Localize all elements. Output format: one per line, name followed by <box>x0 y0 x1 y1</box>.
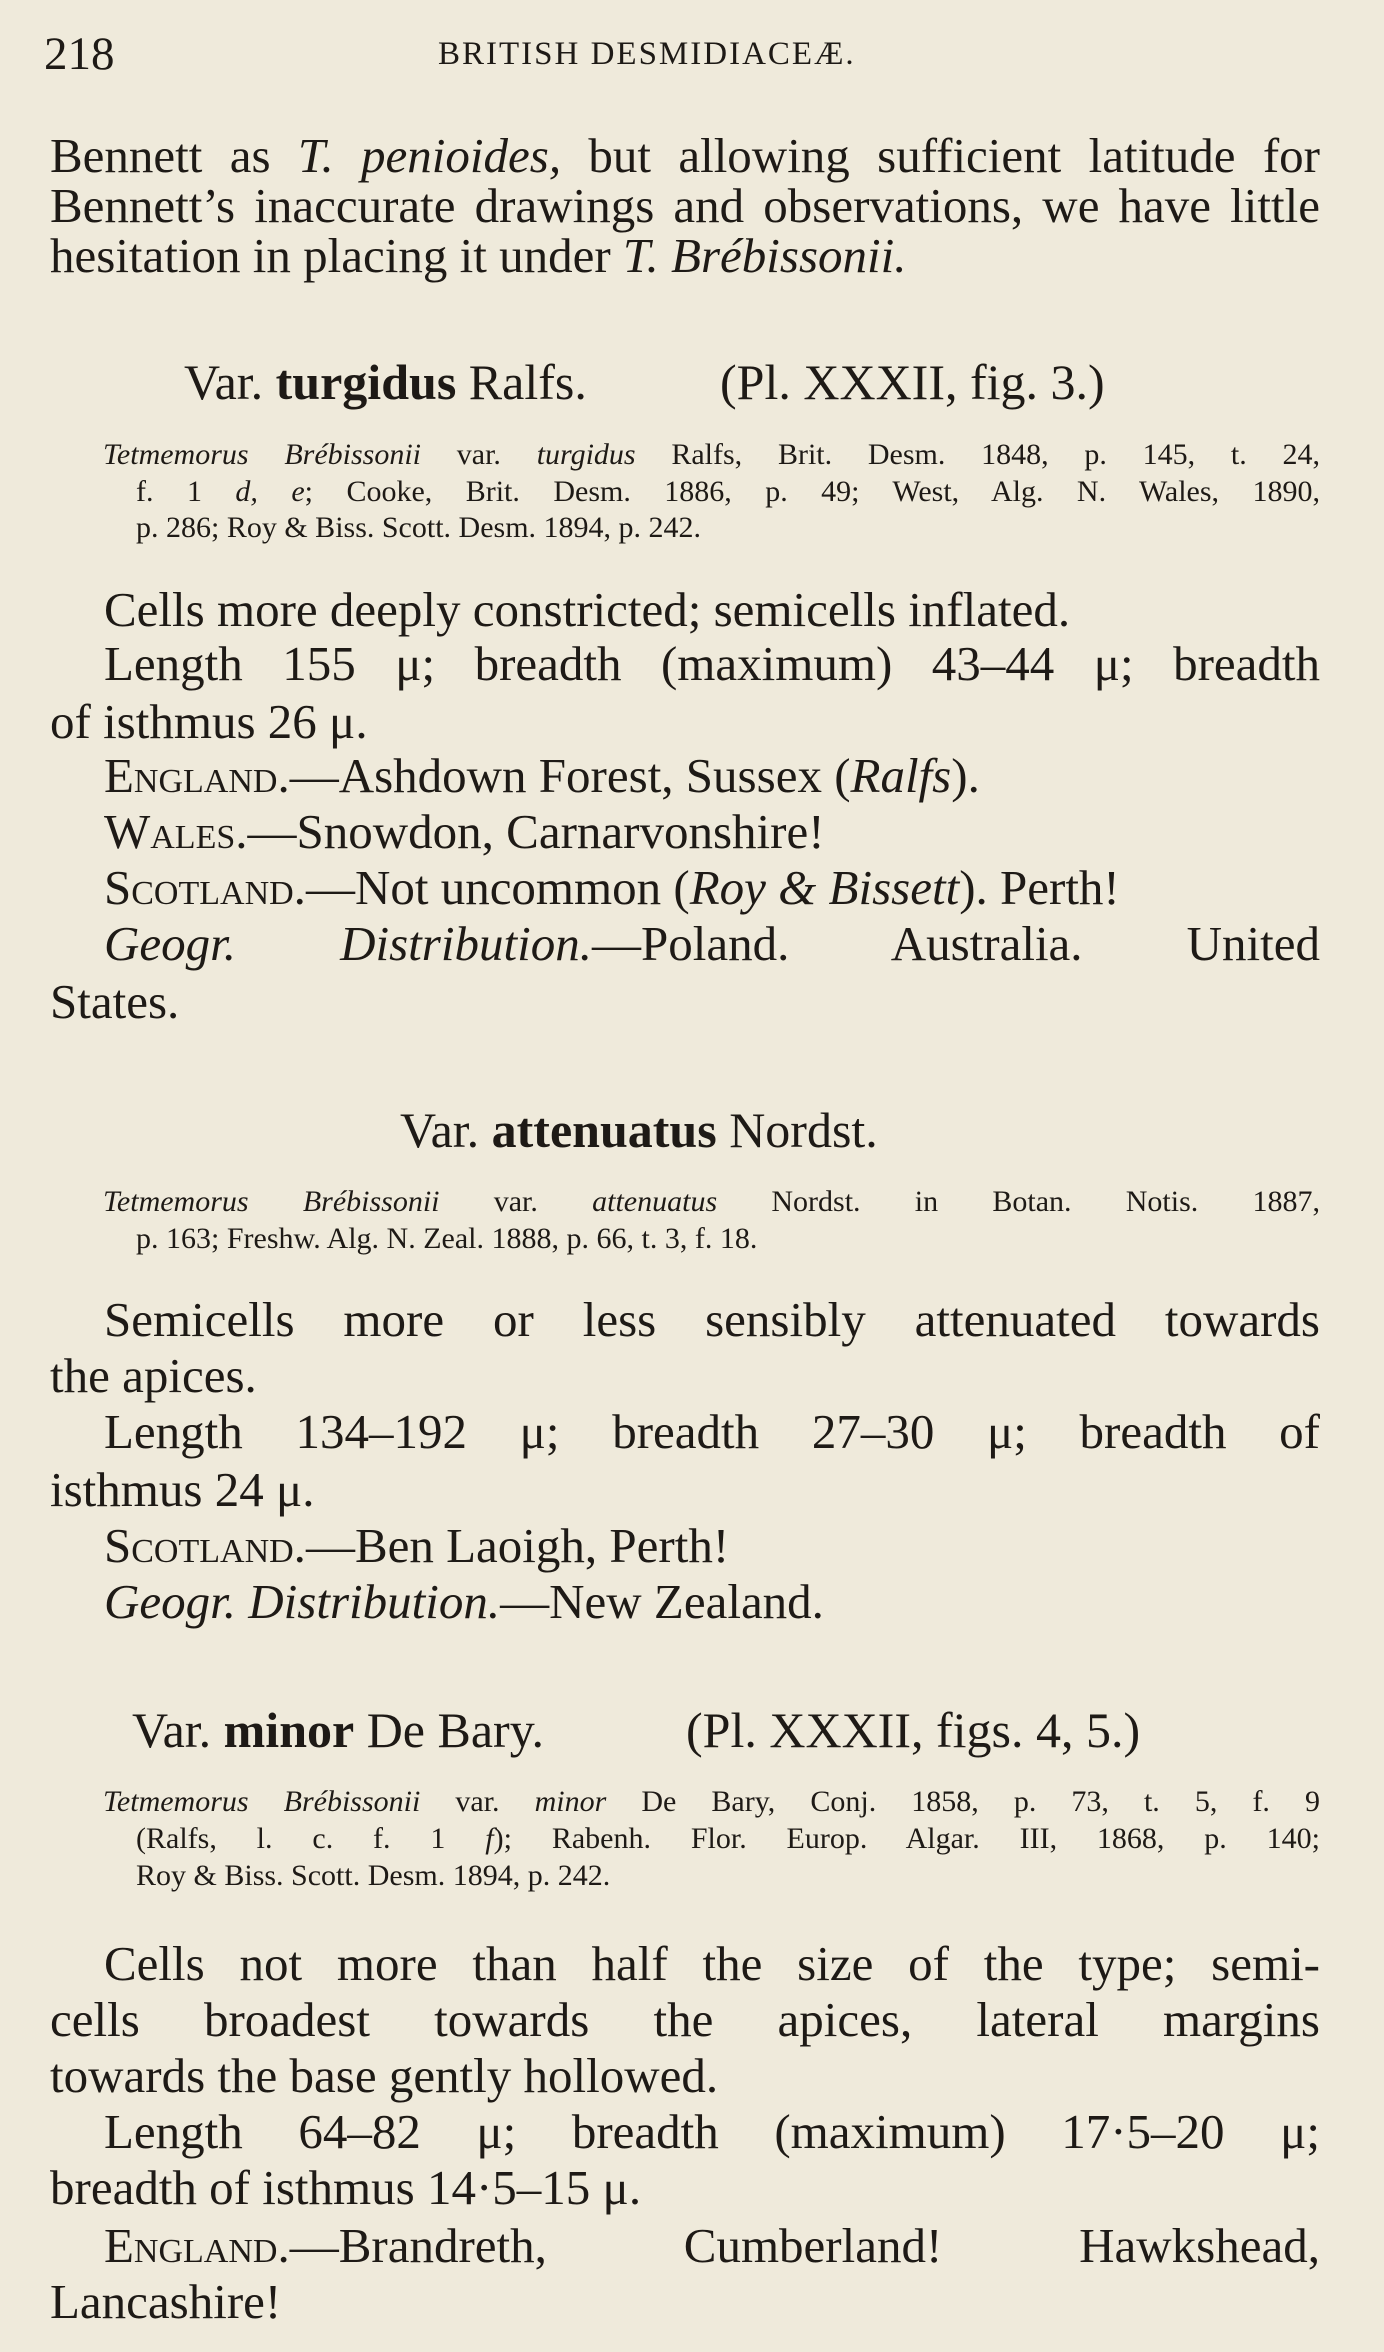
geographic-distribution: Geogr. Distribution.—Poland. Australia. United <box>104 916 1320 971</box>
description-line-1: Cells not more than half the size of the type; semi- <box>104 1936 1320 1991</box>
plate-reference: (Pl. XXXII, fig. 3.) <box>720 354 1105 410</box>
reference-line-2: f. 1 d, e; Cooke, Brit. Desm. 1886, p. 49; West, Alg. N. Wales, 1890, <box>136 475 1320 508</box>
description-line-2: the apices. <box>50 1348 257 1403</box>
locality-scotland: Scotland.—Not uncommon (Roy & Bissett). Perth! <box>104 860 1120 915</box>
geographic-distribution: Geogr. Distribution.—New Zealand. <box>104 1574 824 1629</box>
heading-var-minor: Var. minor De Bary. <box>132 1702 544 1758</box>
heading-var-attenuatus: Var. attenuatus Nordst. <box>400 1102 878 1158</box>
locality-england-cont: Lancashire! <box>50 2274 282 2329</box>
dimensions-line-1: Length 155 μ; breadth (maximum) 43–44 μ; breadth <box>104 636 1320 691</box>
dimensions-line-2: breadth of isthmus 14·5–15 μ. <box>50 2160 642 2215</box>
page-number: 218 <box>44 28 115 80</box>
plate-reference: (Pl. XXXII, figs. 4, 5.) <box>686 1702 1141 1758</box>
dimensions-line-1: Length 134–192 μ; breadth 27–30 μ; breadth of <box>104 1404 1320 1459</box>
locality-scotland: Scotland.—Ben Laoigh, Perth! <box>104 1518 730 1573</box>
reference-line-1: Tetmemorus Brébissonii var. minor De Bary, Conj. 1858, p. 73, t. 5, f. 9 <box>103 1785 1321 1818</box>
dimensions-line-2: isthmus 24 μ. <box>50 1462 315 1517</box>
reference-line-2: p. 163; Freshw. Alg. N. Zeal. 1888, p. 66, t. 3, f. 18. <box>136 1222 758 1255</box>
dimensions-line-2: of isthmus 26 μ. <box>50 694 368 749</box>
intro-line-1: Bennett as T. penioides, but allowing sufficient latitude for <box>50 128 1320 183</box>
geographic-distribution-cont: States. <box>50 974 180 1029</box>
description: Cells more deeply constricted; semicells inflated. <box>104 582 1071 637</box>
intro-line-3: hesitation in placing it under T. Brébissonii. <box>50 228 907 283</box>
description-line-2: cells broadest towards the apices, lateral margins <box>50 1992 1320 2047</box>
description-line-3: towards the base gently hollowed. <box>50 2048 719 2103</box>
locality-england: England.—Ashdown Forest, Sussex (Ralfs). <box>104 748 980 803</box>
reference-line-3: p. 286; Roy & Biss. Scott. Desm. 1894, p. 242. <box>136 511 702 544</box>
reference-line-3: Roy & Biss. Scott. Desm. 1894, p. 242. <box>136 1859 611 1892</box>
running-title: BRITISH DESMIDIACEÆ. <box>438 36 856 72</box>
reference-line-2: (Ralfs, l. c. f. 1 f); Rabenh. Flor. Europ. Algar. III, 1868, p. 140; <box>136 1822 1321 1855</box>
reference-line-1: Tetmemorus Brébissonii var. turgidus Ralfs, Brit. Desm. 1848, p. 145, t. 24, <box>103 438 1320 471</box>
locality-england: England.—Brandreth, Cumberland! Hawkshead, <box>104 2218 1320 2273</box>
locality-wales: Wales.—Snowdon, Carnarvonshire! <box>104 804 825 859</box>
intro-line-2: Bennett’s inaccurate drawings and observations, we have little <box>50 178 1320 233</box>
description-line-1: Semicells more or less sensibly attenuated towards <box>104 1292 1320 1347</box>
heading-var-turgidus: Var. turgidus Ralfs. <box>184 354 587 410</box>
dimensions-line-1: Length 64–82 μ; breadth (maximum) 17·5–20 μ; <box>104 2104 1320 2159</box>
reference-line-1: Tetmemorus Brébissonii var. attenuatus Nordst. in Botan. Notis. 1887, <box>103 1185 1321 1218</box>
